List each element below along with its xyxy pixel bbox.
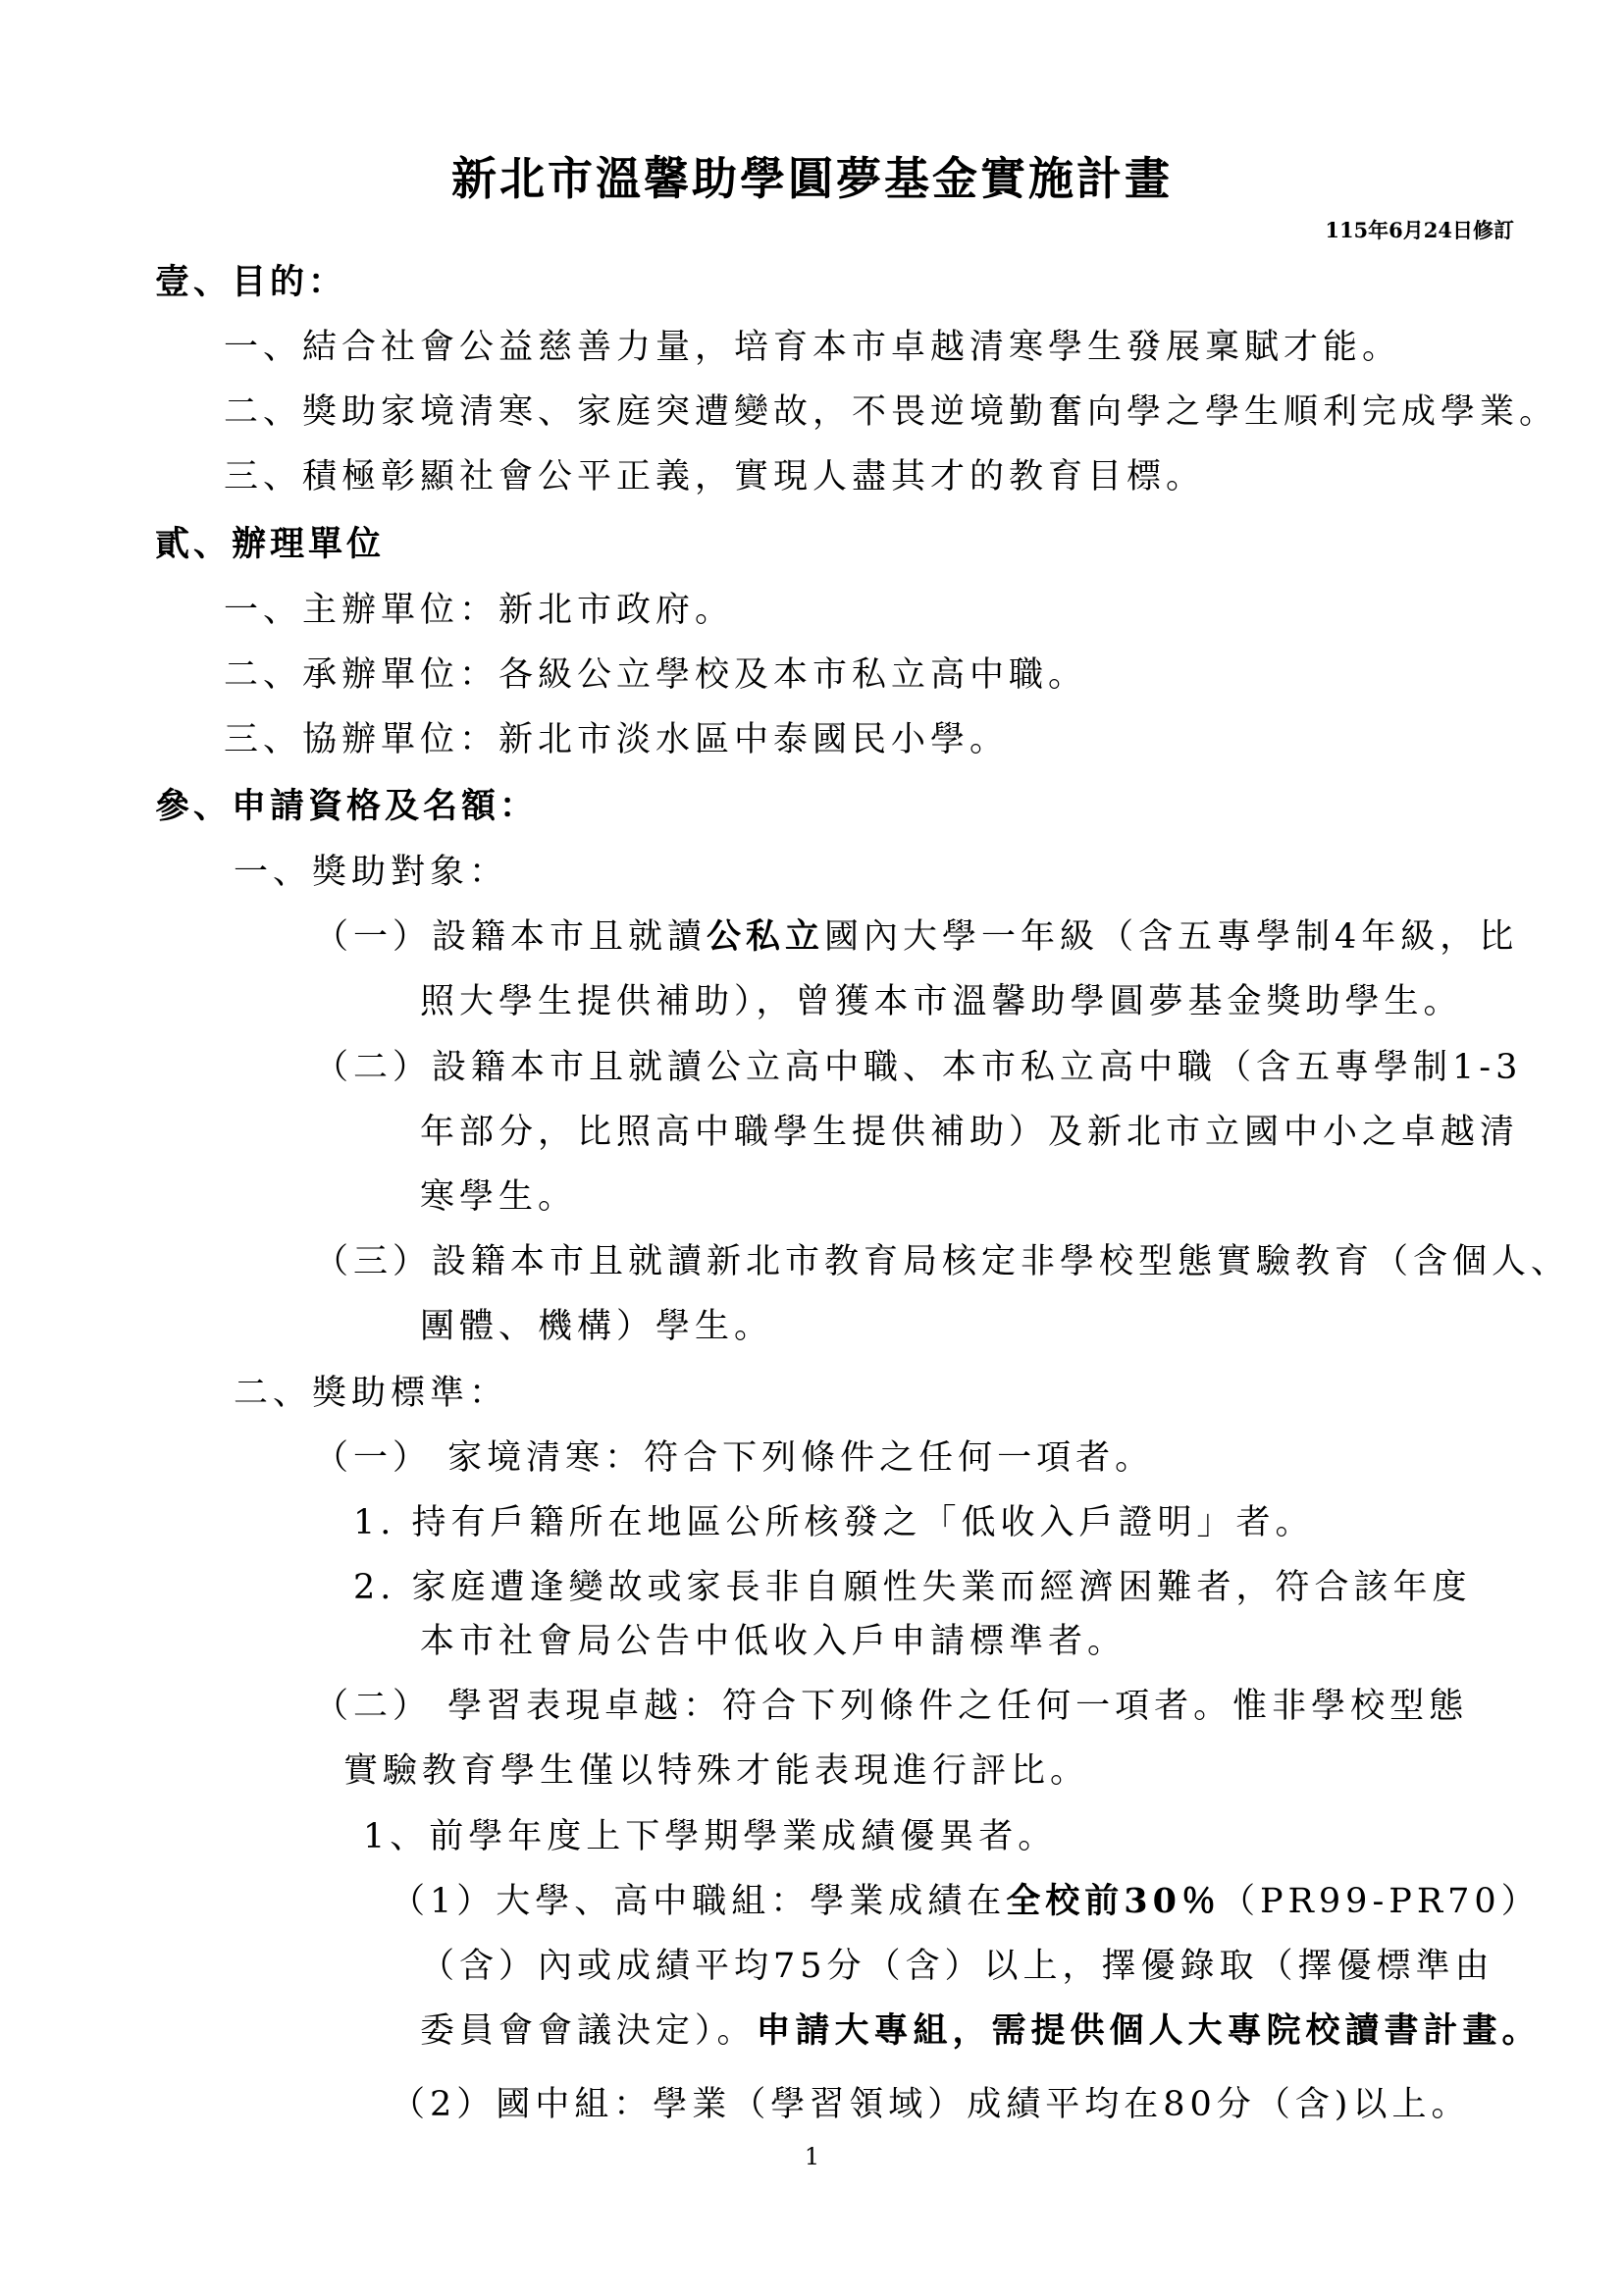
unit-organizer: 一、主辦單位：新北市政府。 <box>224 591 735 630</box>
target-item-2-line-3: 寒學生。 <box>420 1177 578 1217</box>
target-item-2-line-2: 年部分，比照高中職學生提供補助）及新北市立國中小之卓越清 <box>420 1113 1520 1152</box>
target-item-2-line-1: （二）設籍本市且就讀公立高中職、本市私立高中職（含五專學制1-3 <box>314 1048 1523 1087</box>
eligibility-target-heading: 一、獎助對象： <box>234 853 509 892</box>
section-eligibility-heading: 參、申請資格及名額： <box>155 786 539 826</box>
target-item-3-line-2: 團體、機構）學生。 <box>420 1307 774 1346</box>
target-item-3-line-1: （三）設籍本市且就讀新北市教育局核定非學校型態實驗教育（含個人、 <box>314 1242 1571 1281</box>
poverty-condition-2-line-2: 本市社會局公告中低收入戶申請標準者。 <box>420 1622 1127 1661</box>
university-group-line-3: 委員會會議決定）。申請大專組，需提供個人大專院校讀書計畫。 <box>420 2010 1542 2051</box>
standard-poverty: （一） 家境清寒：符合下列條件之任何一項者。 <box>314 1438 1155 1478</box>
standard-excellence-line-1: （二） 學習表現卓越：符合下列條件之任何一項者。惟非學校型態 <box>314 1687 1469 1726</box>
standard-heading: 二、獎助標準： <box>234 1374 509 1413</box>
section-units-heading: 貳、辦理單位 <box>155 524 386 564</box>
target-item-1-line-1: （一）設籍本市且就讀公私立國內大學一年級（含五專學制4年級，比 <box>314 916 1519 957</box>
purpose-item-1: 一、結合社會公益慈善力量，培育本市卓越清寒學生發展稟賦才能。 <box>224 328 1402 367</box>
university-group-line-1: （1）大學、高中職組：學業成績在全校前30％（PR99-PR70） <box>391 1881 1541 1921</box>
document-title: 新北市溫馨助學圓夢基金實施計畫 <box>451 152 1173 205</box>
purpose-item-2: 二、獎助家境清寒、家庭突遭變故，不畏逆境勤奮向學之學生順利完成學業。 <box>224 392 1559 432</box>
revision-date: 115年6月24日修訂 <box>1325 218 1514 242</box>
poverty-condition-2-line-1: 2. 家庭遭逢變故或家長非自願性失業而經濟困難者，符合該年度 <box>353 1568 1472 1607</box>
page-number: 1 <box>804 2143 820 2170</box>
poverty-condition-1: 1. 持有戶籍所在地區公所核發之「低收入戶證明」者。 <box>353 1503 1315 1542</box>
junior-high-group: （2）國中組：學業（學習領域）成績平均在80分（含)以上。 <box>391 2085 1471 2124</box>
standard-excellence-line-2: 實驗教育學生僅以特殊才能表現進行評比。 <box>343 1751 1090 1791</box>
university-group-line-2: （含）內或成績平均75分（含）以上，擇優錄取（擇優標準由 <box>420 1947 1494 1986</box>
target-item-1-line-2: 照大學生提供補助），曾獲本市溫馨助學圓夢基金獎助學生。 <box>420 982 1463 1021</box>
purpose-item-3: 三、積極彰顯社會公平正義，實現人盡其才的教育目標。 <box>224 457 1206 496</box>
unit-assistant: 三、協辦單位：新北市淡水區中泰國民小學。 <box>224 720 1010 759</box>
section-purpose-heading: 壹、目的： <box>155 262 347 302</box>
excellence-condition-1: 1、前學年度上下學期學業成績優異者。 <box>363 1817 1058 1856</box>
unit-contractor: 二、承辦單位：各級公立學校及本市私立高中職。 <box>224 655 1088 695</box>
